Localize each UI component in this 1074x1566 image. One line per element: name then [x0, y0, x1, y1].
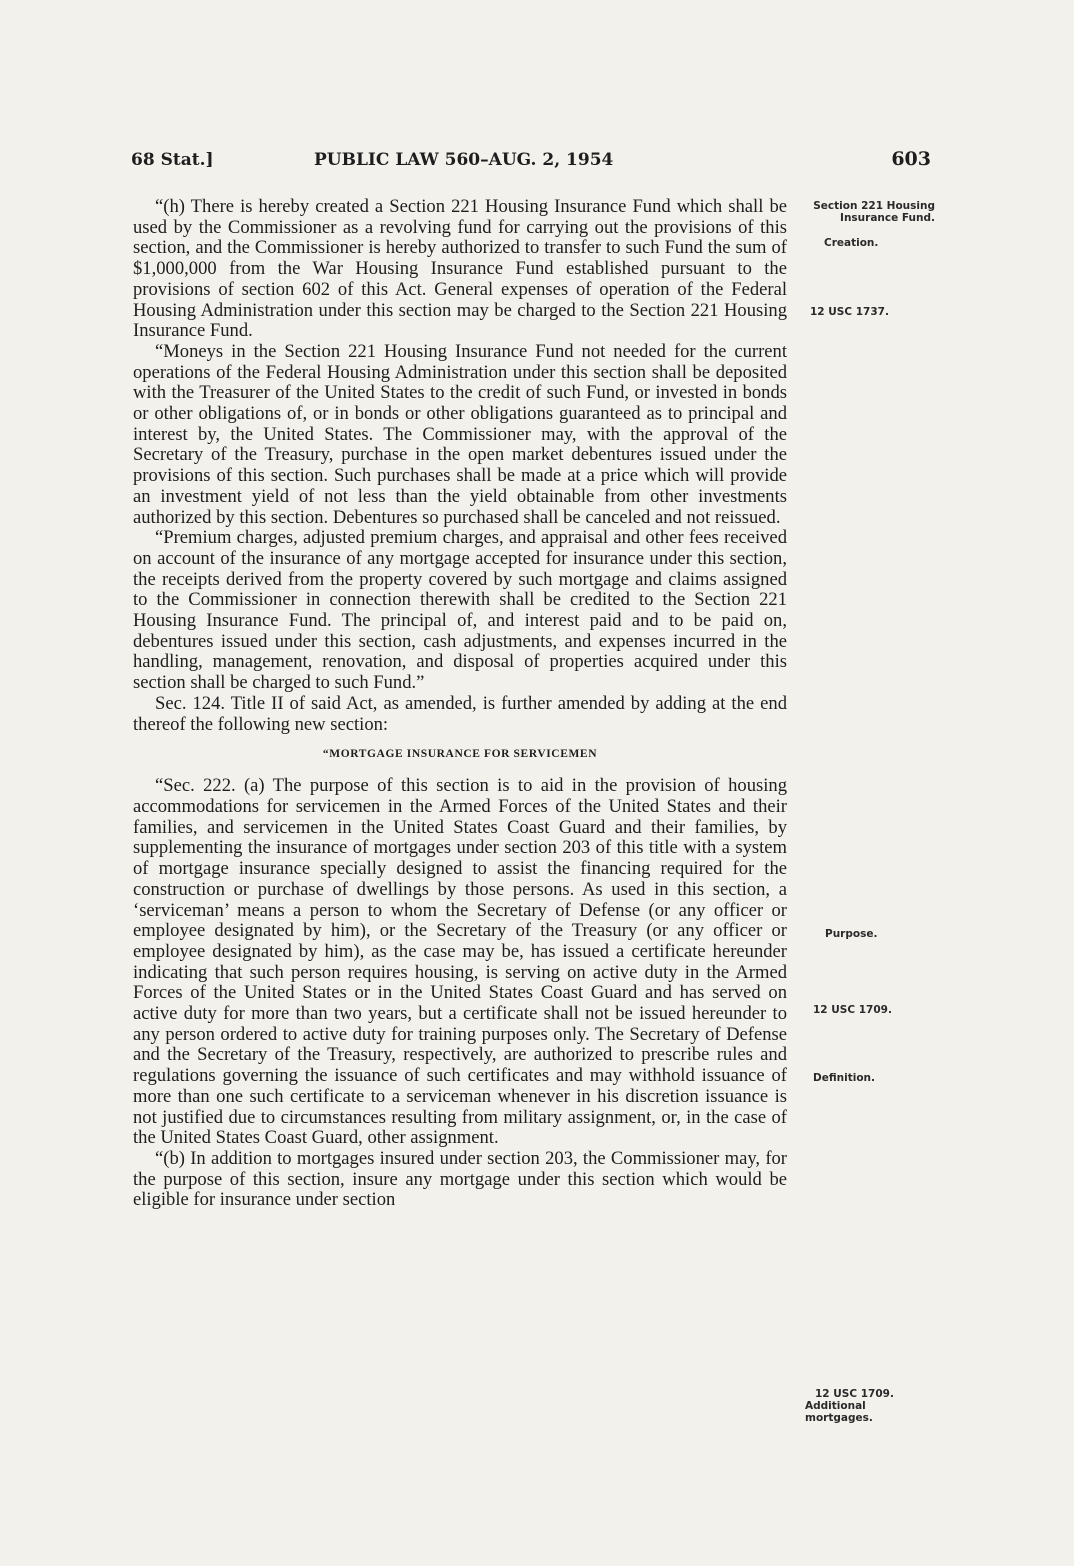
paragraph-sec-222-a: “Sec. 222. (a) The purpose of this section is to aid in the provision of housing accommodations for servicemen in the Armed Forces of the United States and their families, and servicemen in the United States Coast Guard and their families, by supplementing the insurance of mortgages under section 203 of this title with a system of mortgage insurance specially designed to assist the financing required for the construction or purchase of dwellings by those persons. As used in this section, a ‘serviceman’ means a person to whom the Secretary of Defense (or any officer or employee designated by him), or the Secretary of the Treasury (or any officer or employee designated by him), as the case may be, has issued a certificate hereunder indicating that such person requires housing, is serving on active duty in the Armed Forces of the United States or in the United States Coast Guard and has served on active duty for more than two years, but a certificate shall not be issued hereunder to any person ordered to active duty for training purposes only. The Secretary of Defense and the Secretary of the Treasury, respectively, are authorized to prescribe rules and regulations governing the issuance of such certificates and may withhold issuance of more than one such certificate to a serviceman whenever in his discretion issuance is not justified due to circumstances resulting from military assignment, or, in the case of the United States Coast Guard, other assignment. — [133, 775, 787, 1149]
margin-note-purpose: Purpose. — [825, 928, 878, 940]
margin-note-additional-mortgages: Additional mortgages. — [805, 1400, 873, 1424]
margin-note-12usc1737: 12 USC 1737. — [810, 306, 889, 318]
page-number: 603 — [891, 148, 931, 170]
paragraph-sec-222-b: “(b) In addition to mortgages insured under section 203, the Commissioner may, for the purpose of this section, insure any mortgage under this section which would be eligible for insurance under section — [133, 1147, 787, 1211]
paragraph-premium: “Premium charges, adjusted premium charges, and appraisal and other fees received on account of the insurance of any mortgage accepted for insurance under this section, the receipts derived from the property covered by such mortgage and claims assigned to the Commissioner in connection therewith shall be credited to the Section 221 Housing Insurance Fund. The principal of, and interest paid and to be paid on, debentures issued under this section, cash adjustments, and expenses incurred in the handling, management, renovation, and disposal of properties acquired under this section shall be charged to such Fund.” — [133, 527, 787, 694]
statute-volume: 68 Stat.] — [131, 150, 214, 170]
margin-note-12usc1709-b: 12 USC 1709. — [815, 1388, 894, 1400]
margin-note-definition: Definition. — [813, 1072, 875, 1084]
section-heading: “MORTGAGE INSURANCE FOR SERVICEMEN — [322, 748, 598, 761]
margin-note-creation: Creation. — [824, 237, 879, 249]
paragraph-moneys: “Moneys in the Section 221 Housing Insurance Fund not needed for the current operations of the Federal Housing Administration under this section shall be deposited with the Treasurer of the United States to the credit of such Fund, or invested in bonds or other obligations of, or in bonds or other obligations guaranteed as to principal and interest by, the United States. The Commissioner may, with the approval of the Secretary of the Treasury, purchase in the open market debentures issued under the provisions of this section. Such purchases shall be made at a price which will provide an investment yield of not less than the yield obtainable from other investments authorized by this section. Debentures so purchased shall be canceled and not reissued. — [133, 340, 787, 528]
margin-note-fund: Section 221 Housing Insurance Fund. — [813, 200, 935, 224]
page-header — [131, 148, 931, 174]
body-text — [133, 197, 787, 1211]
paragraph-sec-124: Sec. 124. Title II of said Act, as amended, is further amended by adding at the end thereof the following new section: — [133, 692, 787, 735]
running-title: PUBLIC LAW 560–AUG. 2, 1954 — [314, 150, 614, 170]
paragraph-h: “(h) There is hereby created a Section 221 Housing Insurance Fund which shall be used by the Commissioner as a revolving fund for carrying out the provisions of this section, and the Commissioner is hereby authorized to transfer to such Fund the sum of $1,000,000 from the War Housing Insurance Fund established pursuant to the provisions of section 602 of this Act. General expenses of operation of the Federal Housing Administration under this section may be charged to the Section 221 Housing Insurance Fund. — [133, 196, 787, 342]
margin-note-12usc1709-a: 12 USC 1709. — [813, 1004, 892, 1016]
